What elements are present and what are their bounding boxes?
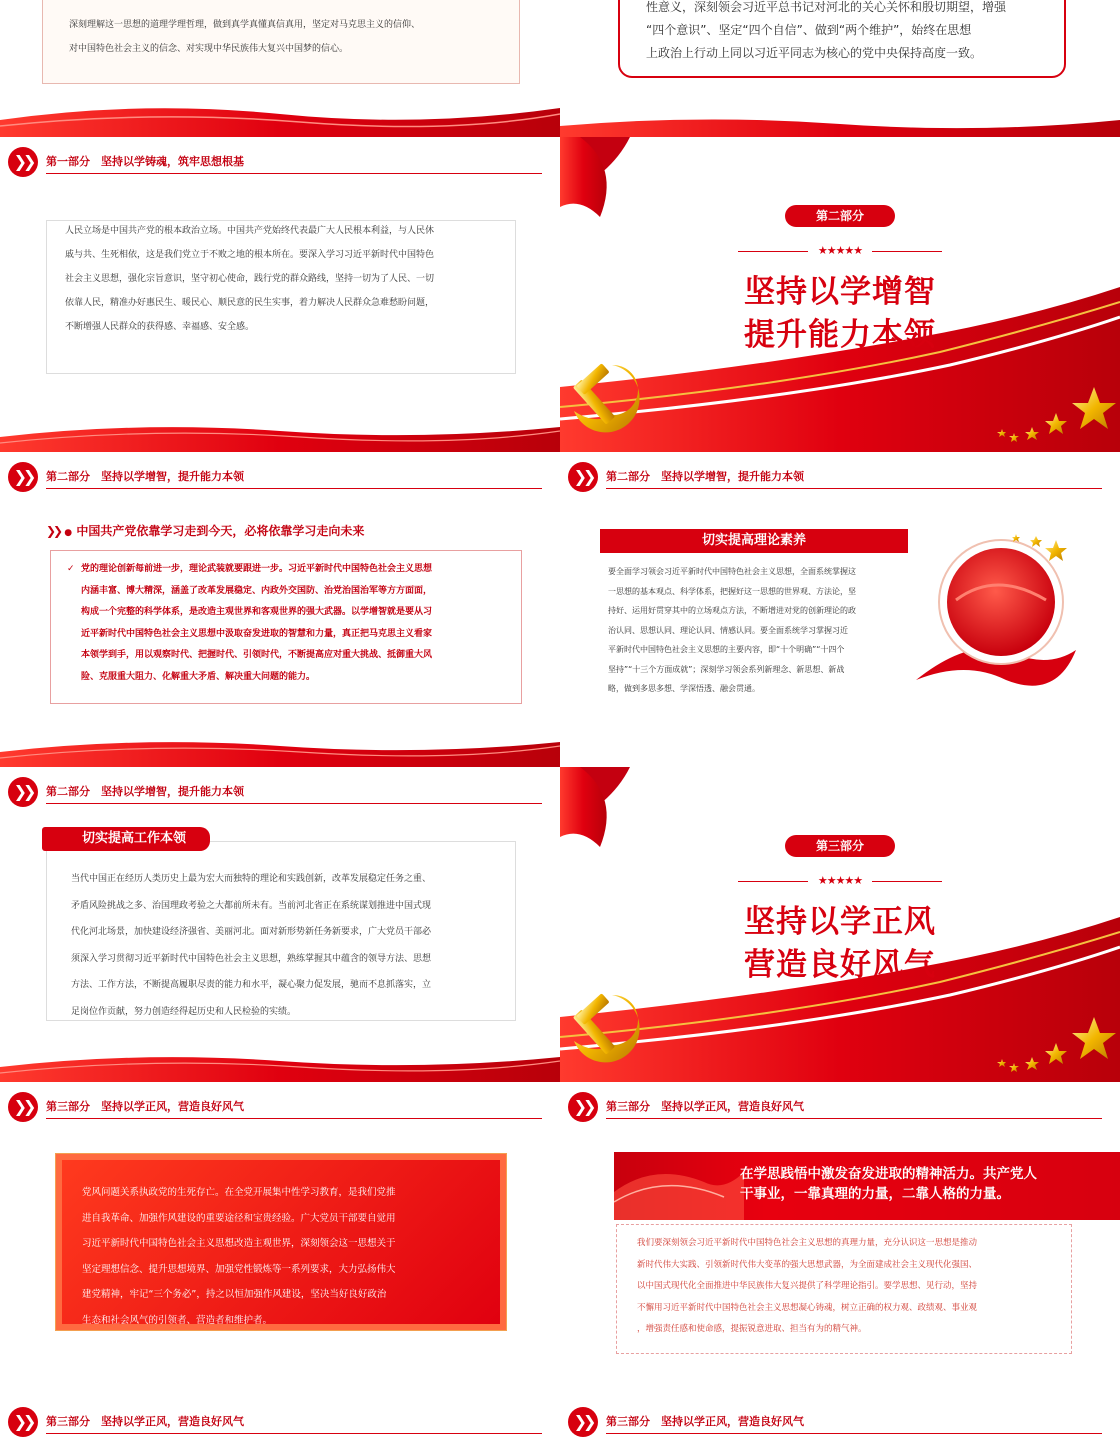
star-icon: ★★★★★ [817, 874, 863, 887]
slide-part3-a [0, 1082, 560, 1397]
content-text: 要全面学习领会习近平新时代中国特色社会主义思想，全面系统掌握这 一思想的基本观点、科学体系，把握好这一思想的世界观、方法论，坚 持好、运用好贯穿其中的立场观点方法，不断增进对党的创新理论的政 治认同、思想认同、理论认同、情感认同。要全面系统学习掌握习近 平新时代中国特色社会主义思想的主要内容，即“十个明确”“十四个 坚持”“十三个方面成就”；深刻学习领会系列新理念、新思想、新战 略，做到多思多想、学深悟透、融会贯通。 [608, 567, 856, 693]
content-box [56, 1154, 506, 1330]
section-header [560, 1090, 1120, 1130]
cover-title-line1: 坚持以学增智 [744, 274, 936, 310]
cover-title-line2: 营造良好风气 [744, 947, 936, 983]
ribbon-wave [0, 100, 560, 137]
slide-cover-part3 [560, 767, 1120, 1082]
content-box [616, 1224, 1072, 1354]
section-title: 第三部分 坚持以学正风，营造良好风气 [606, 1415, 804, 1428]
content-box [46, 841, 516, 1021]
slide-part2-b [560, 452, 1120, 767]
slide-part1 [0, 137, 560, 452]
cover-title-line1: 坚持以学正风 [744, 904, 936, 940]
section-header [0, 460, 560, 500]
content-box [50, 550, 522, 704]
double-chevron-icon: ❯❯ [8, 147, 38, 177]
ribbon-wave [614, 1152, 744, 1220]
decorative-circle-image [906, 530, 1086, 700]
section-title: 第二部分 坚持以学增智，提升能力本领 [46, 470, 244, 483]
slide-part2-a [0, 452, 560, 767]
ribbon-wave [0, 1049, 560, 1082]
content-text: 性意义，深刻领会习近平总书记对河北的关心关怀和殷切期望，增强 “四个意识”、坚定“四个自信”、做到“两个维护”，始终在思想 上政治上行动上同以习近平同志为核心的党中央保持高度一致。 [646, 0, 1007, 60]
star-icon [994, 1013, 1120, 1079]
content-box [46, 220, 516, 374]
content-text: 我们要深刻领会习近平新时代中国特色社会主义思想的真理力量，充分认识这一思想是推动 新时代伟大实践、引领新时代伟大变革的强大思想武器，为全面建成社会主义现代化强国、 以中国式现代化全面推进中华民族伟大复兴提供了科学理论指引。要学思想、见行动，坚持 不懈用习近平新时代中国特色社会主义思想凝心铸魂，树立正确的权力观、政绩观、事业观 ，增强责任感和使命感，提振锐意进取、担当有为的精气神。 [637, 1238, 978, 1334]
slide-cover-part2 [560, 137, 1120, 452]
ribbon-wave [560, 110, 1120, 137]
section-title: 第三部分 坚持以学正风，营造良好风气 [606, 1100, 804, 1113]
section-title: 第三部分 坚持以学正风，营造良好风气 [46, 1100, 244, 1113]
cover-title-line2: 提升能力本领 [744, 317, 936, 353]
content-text: 当代中国正在经历人类历史上最为宏大而独特的理论和实践创新，改革发展稳定任务之重、 矛盾风险挑战之多、治国理政考验之大都前所未有。当前河北省正在系统谋划推进中国式现 代化河北场景，加快建设经济强省、美丽河北。面对新形势新任务新要求，广大党员干部必 须深入学习贯彻习近平新时代中国特色社会主义思想，熟练掌握其中蕴含的领导方法、思想 方法、工作方法，不断提高履职尽责的能力和水平，凝心聚力促发展，驰而不息抓落实，立 足岗位作贡献，努力创造经得起历史和人民检验的实绩。 [71, 874, 432, 1017]
ribbon-wave [0, 419, 560, 452]
double-chevron-icon: ❯❯ [568, 1092, 598, 1122]
double-chevron-icon: ❯❯ [8, 777, 38, 807]
double-chevron-icon: ❯❯ [568, 462, 598, 492]
slide-part2-c [0, 767, 560, 1082]
section-tab: 切实提高工作本领 [42, 827, 210, 851]
section-header [560, 1405, 1120, 1440]
section-header [0, 1405, 560, 1440]
slide-part3-b [560, 1082, 1120, 1397]
slide-part3-c [0, 1397, 560, 1440]
section-title: 第二部分 坚持以学增智，提升能力本领 [606, 470, 804, 483]
star-icon: ★★★★★ [817, 244, 863, 257]
section-title: 第三部分 坚持以学正风，营造良好风气 [46, 1415, 244, 1428]
content-box [618, 0, 1066, 78]
content-text: 人民立场是中国共产党的根本政治立场。中国共产党始终代表最广大人民根本利益，与人民休 戚与共、生死相依，这是我们党立于不败之地的根本所在。要深入学习习近平新时代中国特色 社会主义思想，强化宗旨意识，坚守初心使命，践行党的群众路线，坚持一切为了人民、一切 依靠人民，精准办好惠民生、暖民心、顺民意的民生实事，着力解决人民群众急难愁盼问题， 不断增强人民群众的获得感、幸福感、安全感。 [65, 226, 435, 332]
double-chevron-icon: ❯❯ [8, 1407, 38, 1437]
ribbon-wave [0, 734, 560, 767]
double-chevron-icon: ❯❯ [8, 1092, 38, 1122]
section-header [0, 1090, 560, 1130]
banner-text: 在学思践悟中激发奋发进取的精神活力。共产党人 干事业，一靠真理的力量，二靠人格的力量。 [740, 1166, 1037, 1202]
section-header [0, 145, 560, 185]
content-text: 深刻理解这一思想的道理学理哲理，做到真学真懂真信真用，坚定对马克思主义的信仰、 对中国特色社会主义的信念、对实现中华民族伟大复兴中国梦的信心。 [69, 20, 421, 54]
double-chevron-icon: ❯❯ [568, 1407, 598, 1437]
double-chevron-icon: ❯❯ [8, 462, 38, 492]
star-icon [994, 383, 1120, 449]
part-badge: 第二部分 [785, 205, 895, 227]
slide-part3-d [560, 1397, 1120, 1440]
slide-part1-tail-right [560, 0, 1120, 137]
hammer-sickle-icon [566, 359, 646, 439]
subheading: ❯❯ ● 中国共产党依靠学习走到今天，必将依靠学习走向未来 [46, 524, 365, 538]
content-text: 党风问题关系执政党的生死存亡。在全党开展集中性学习教育，是我们党推 进自我革命、加强作风建设的重要途径和宝贵经验。广大党员干部要自觉用 习近平新时代中国特色社会主义思想改造主观世界，深刻领会这一思想关于 坚定理想信念、提升思想境界、加强党性锻炼等一系列要求，大力弘扬伟大 建党精神，牢记“三个务必”，持之以恒加强作风建设，坚决当好良好政治 生态和社会风气的引领者、营造者和维护者。 [82, 1187, 396, 1326]
section-title: 第二部分 坚持以学增智，提升能力本领 [46, 785, 244, 798]
section-banner: 切实提高理论素养 [600, 529, 908, 553]
double-chevron-icon: ❯❯ [46, 524, 61, 538]
section-title: 第一部分 坚持以学铸魂，筑牢思想根基 [46, 155, 244, 168]
hammer-sickle-icon [566, 989, 646, 1069]
banner [614, 1152, 1120, 1220]
slide-part1-tail [0, 0, 560, 137]
content-text: ✓ 党的理论创新每前进一步，理论武装就要跟进一步。习近平新时代中国特色社会主义思想 内涵丰富、博大精深，涵盖了改革发展稳定、内政外交国防、治党治国治军等方方面面， 构成一个完整的科学体系，是改造主观世界和客观世界的强大武器。以学增智就是要从习 近平新时代中国特色社会主义思想中汲取奋发进取的智慧和力量，真正把马克思主义看家 本领学到手，用以观察时代、把握时代、引领时代，不断提高应对重大挑战、抵御重大风 险、克服重大阻力、化解重大矛盾、解决重大问题的能力。 [67, 559, 515, 688]
section-header [0, 775, 560, 815]
check-icon: ✓ [67, 564, 75, 574]
section-header [560, 460, 1120, 500]
content-box [42, 0, 520, 84]
part-badge: 第三部分 [785, 835, 895, 857]
